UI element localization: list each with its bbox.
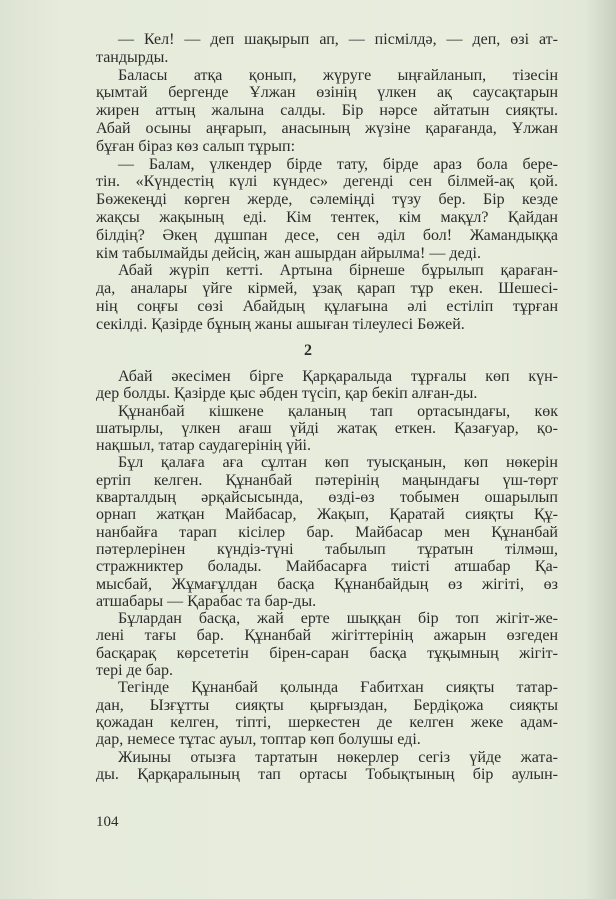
text-line: Бұл қалаға аға сұлтан көп туысқанын, көп нөкерін [118,454,558,472]
text-line: Баласы атқа қонып, жүруге ыңғайланып, тізесін [118,66,558,84]
text-line: Құнанбай кішкене қаланың тап ортасындағы, көк [118,402,558,420]
paragraph [96,403,558,455]
paragraph [96,262,558,333]
text-line: бұған біраз көз салып тұрып: [96,137,296,155]
paragraph [96,679,558,748]
text-line: Абай жүріп кетті. Артына бірнеше бұрылып қараған- [118,262,558,280]
page-number: 104 [96,814,119,830]
section-2-text [96,368,558,783]
text-line: тандырды. [96,48,169,66]
text-line: тін. «Күндестің күлі күндес» дегенді сен білмей-ақ қой. [96,173,558,191]
text-line: лені тағы бар. Құнанбай жігіттерінің ажарын өзгеден [96,627,558,645]
text-line: Бұлардан басқа, жай ерте шыққан бір топ жігіт-же- [118,610,558,628]
text-line: нің соңғы сөзі Абайдың құлағына әлі естіліп тұрған [96,297,558,315]
text-line: Абай осыны аңғарып, анасының жүзіне қарағанда, Ұлжан [96,119,558,137]
text-line: — Балам, үлкендер бірде тату, бірде араз бола бере- [118,155,558,173]
text-line: Бөжекеңді көрген жерде, сәлеміңді түзу бер. Бір кезде [96,191,558,209]
text-line: білдің? Әкең дұшпан десе, сен әділ бол! Жамандыққа [96,226,558,244]
text-line: жирен аттың жалына салды. Бір нәрсе айтатын сияқты. [96,102,558,120]
text-line: тері де бар. [96,662,174,680]
paragraph [96,749,558,784]
paragraph [96,31,558,67]
text-line: Тегінде Құнанбай қолында Ғабитхан сияқты татар- [118,679,558,697]
text-line: шатырлы, үлкен ағаш үйді жатақ еткен. Қазағуар, қо- [96,419,558,437]
text-line: пәтерлерінен күндіз-түні табылып тұратын тілмәш, [96,540,558,558]
paragraph [96,368,558,403]
text-line: — Кел! — деп шақырып ап, — пісмілдә, — деп, өзі ат- [118,31,558,48]
text-line: секілді. Қазірде бұның жаны ашыған тілеулесі Бөжей. [96,315,465,333]
text-line: ды. Қарқаралының тап ортасы Тобықтының бір аулын- [96,765,558,783]
text-line: жақсы жақының еді. Кім тентек, кім мақұл? Қайдан [96,208,558,226]
text-line: атшабары — Қарабас та бар-ды. [96,592,317,610]
text-line: орнап жатқан Майбасар, Жақып, Қаратай сияқты Құ- [96,506,558,524]
text-line: дан, Ызғұтты сияқты қырғыздан, Бердіқожа сияқты [96,696,558,714]
text-line: қымтай бергенде Ұлжан өзінің үлкен ақ саусақтарын [96,84,558,102]
text-line: кварталдың әрқайсысында, өзді-өз тобымен ошарылып [96,489,558,507]
text-line: дер болды. Қазірде қыс әбден түсіп, қар бекіп алған-ды. [96,385,478,403]
text-line: ертіп келген. Құнанбай пәтерінің маңындағы үш-төрт [96,471,558,489]
text-line: мысбай, Жұмағұлдан басқа Құнанбайдың өз жігіті, өз [96,575,558,593]
text-line: дар, немесе тұтас ауыл, топтар көп болушы еді. [96,731,421,749]
text-line: қожадан келген, тіпті, шеркестен де келген жеке адам- [96,713,558,731]
text-line: Абай әкесімен бірге Қарқаралыда тұрғалы көп күн- [118,368,558,385]
text-line: стражниктер болады. Майбасарға тиісті атшабар Қа- [96,558,558,576]
section-1-text [96,31,558,334]
paragraph [96,454,558,610]
paragraph [96,610,558,679]
text-line: да, аналары үйге кірмей, ұзақ қарап тұр екен. Шешесі- [96,280,558,298]
text-line: Жиыны отызға тартатын нөкерлер сегіз үйде жата- [118,748,558,766]
text-line: кім табылмайды дейсің, жан ашырдан айрылма! — деді. [96,244,481,262]
chapter-number: 2 [304,342,312,359]
text-line: басқарақ көрсететін бірен-саран басқа тұқымның жігіт- [96,644,558,662]
text-line: нанбайға тарап кісілер бар. Майбасар мен Құнанбай [96,523,558,541]
text-line: нақшыл, татар саудагерінің үйі. [96,437,311,455]
paragraph [96,67,558,156]
paragraph [96,156,558,263]
